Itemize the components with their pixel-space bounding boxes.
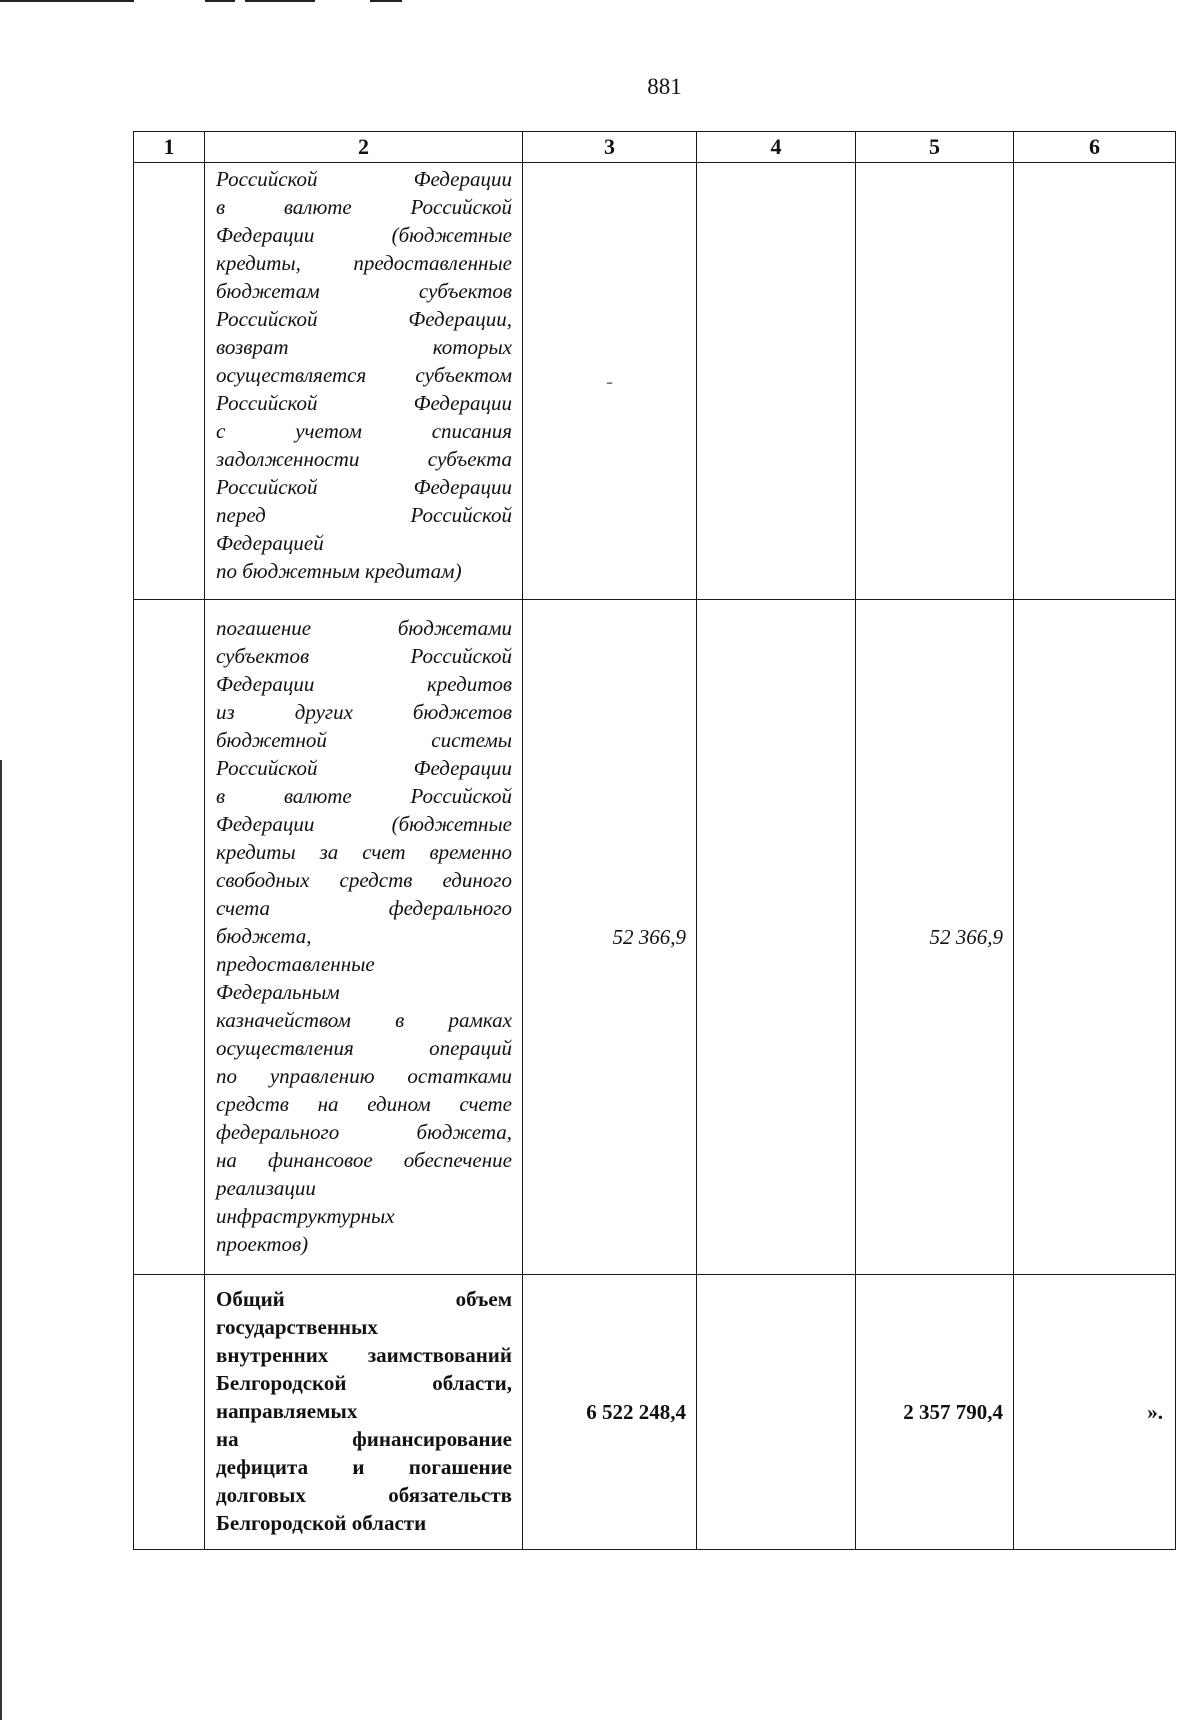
table-header-row <box>134 132 1176 163</box>
row-value-col6 <box>1014 163 1176 600</box>
row-value-col3: 6 522 248,4 <box>523 1275 697 1550</box>
scan-artifact-margin <box>0 760 2 1720</box>
description-line: проектов) <box>216 1232 309 1256</box>
description-line: Российской Федерации <box>216 391 512 415</box>
row-value-col4 <box>697 1275 856 1550</box>
description-line: предоставленные <box>216 952 375 976</box>
scan-artifact-line <box>245 0 315 2</box>
description-line: федерального бюджета, <box>216 1120 512 1144</box>
description-line: бюджета, <box>216 924 312 948</box>
scan-artifact-line <box>205 0 235 2</box>
row-description-cell <box>205 1275 523 1550</box>
description-line: кредиты, предоставленные <box>216 251 512 275</box>
row-value-col5 <box>856 163 1014 600</box>
description-line: осуществления операций <box>216 1036 512 1060</box>
description-line: государственных <box>216 1315 378 1339</box>
data-table <box>133 131 1176 1550</box>
description-line: в валюте Российской <box>216 784 512 808</box>
description-line: бюджетной системы <box>216 728 512 752</box>
description-line: возврат которых <box>216 335 512 359</box>
description-line: в валюте Российской <box>216 195 512 219</box>
description-line: бюджетам субъектов <box>216 279 512 303</box>
description-line: средств на едином счете <box>216 1092 512 1116</box>
row-value-col5: 2 357 790,4 <box>856 1275 1014 1550</box>
description-line: счета федерального <box>216 896 512 920</box>
description-line: субъектов Российской <box>216 644 512 668</box>
scan-artifact-line <box>370 0 402 2</box>
row-value-col6: ». <box>1014 1275 1176 1550</box>
description-line: Российской Федерации <box>216 167 512 191</box>
description-line: Федеральным <box>216 980 340 1004</box>
description-line: долговых обязательств <box>216 1483 512 1507</box>
description-line: перед Российской <box>216 503 512 527</box>
description-line: на финансирование <box>216 1427 512 1451</box>
row-value-col3: 52 366,9 <box>523 600 697 1275</box>
description-line: инфраструктурных <box>216 1204 395 1228</box>
row-index-cell <box>134 163 205 600</box>
description-line: Российской Федерации <box>216 756 512 780</box>
row-value-col4 <box>697 600 856 1275</box>
row-index-cell <box>134 1275 205 1550</box>
description-line: осуществляется субъектом <box>216 363 512 387</box>
description-line: по бюджетным кредитам) <box>216 559 462 583</box>
description-line: с учетом списания <box>216 419 512 443</box>
description-line: реализации <box>216 1176 316 1200</box>
description-line: Федерации кредитов <box>216 672 512 696</box>
description-line: Федерации (бюджетные <box>216 812 512 836</box>
description-line: казначейством в рамках <box>216 1008 512 1032</box>
row-value-col4 <box>697 163 856 600</box>
description-line: Белгородской области, <box>216 1371 512 1395</box>
row-index-cell <box>134 600 205 1275</box>
row-value-col5: 52 366,9 <box>856 600 1014 1275</box>
description-line: из других бюджетов <box>216 700 512 724</box>
row-value-col3: - <box>523 163 697 600</box>
description-line: Российской Федерации <box>216 475 512 499</box>
description-line: свободных средств единого <box>216 868 512 892</box>
description-line: внутренних заимствований <box>216 1343 512 1367</box>
column-header-4: 4 <box>697 132 856 163</box>
table-row <box>134 163 1176 600</box>
column-header-6: 6 <box>1014 132 1176 163</box>
description-line: Федерацией <box>216 531 324 555</box>
description-line: Белгородской области <box>216 1511 427 1535</box>
description-line: на финансовое обеспечение <box>216 1148 512 1172</box>
page-number: 881 <box>647 74 682 99</box>
description-line: дефицита и погашение <box>216 1455 512 1479</box>
column-header-5: 5 <box>856 132 1014 163</box>
row-description-cell <box>205 600 523 1275</box>
column-header-2: 2 <box>205 132 523 163</box>
table-row-total <box>134 1275 1176 1550</box>
description-line: по управлению остатками <box>216 1064 512 1088</box>
description-line: Федерации (бюджетные <box>216 223 512 247</box>
description-line: кредиты за счет временно <box>216 840 512 864</box>
description-line: Общий объем <box>216 1287 512 1311</box>
description-line: погашение бюджетами <box>216 616 512 640</box>
description-line: Российской Федерации, <box>216 307 512 331</box>
description-line: направляемых <box>216 1399 358 1423</box>
scan-artifact-line <box>0 0 134 2</box>
column-header-3: 3 <box>523 132 697 163</box>
row-value-col6 <box>1014 600 1176 1275</box>
table-row <box>134 600 1176 1275</box>
row-description-cell <box>205 163 523 600</box>
description-line: задолженности субъекта <box>216 447 512 471</box>
column-header-1: 1 <box>134 132 205 163</box>
